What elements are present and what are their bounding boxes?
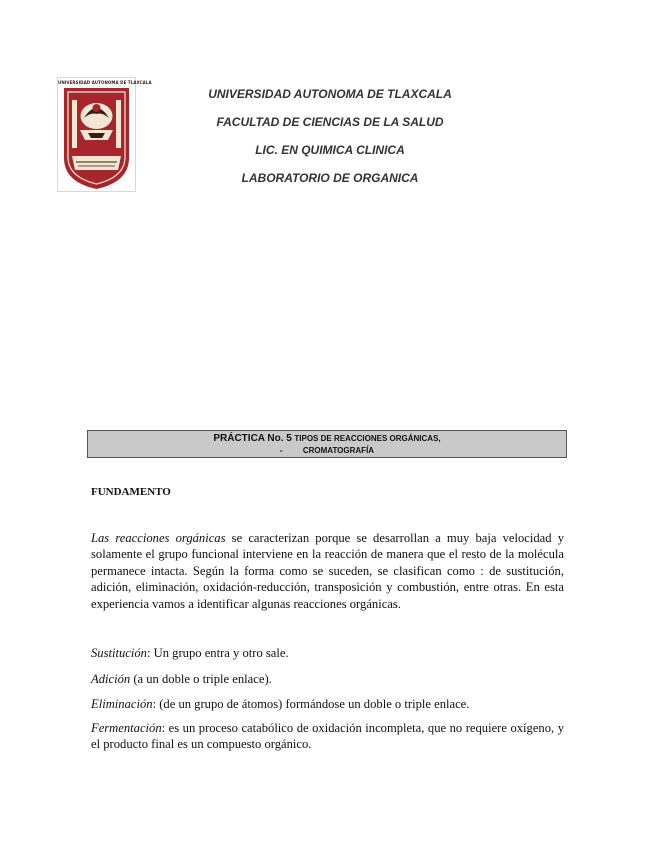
- definition-sustitucion: [91, 645, 564, 661]
- practice-subtitle: CROMATOGRAFÍA: [302, 446, 375, 455]
- definition-term: Sustitución: [91, 646, 147, 660]
- university-logo: [57, 77, 152, 192]
- definition-text: : Un grupo entra y otro sale.: [146, 646, 289, 660]
- section-heading: FUNDAMENTO: [91, 486, 171, 498]
- university-seal-icon: [58, 78, 152, 191]
- intro-term: Las reacciones orgánicas: [91, 531, 226, 545]
- definition-text: (a un doble o triple enlace).: [130, 672, 272, 686]
- practice-title-line: [88, 433, 566, 444]
- practice-subtitle-line: [88, 446, 566, 455]
- definition-adicion: [91, 671, 564, 687]
- definition-fermentacion: [91, 720, 564, 753]
- university-name: UNIVERSIDAD AUTONOMA DE TLAXCALA: [208, 87, 452, 101]
- intro-text: se caracterizan porque se desarrollan a muy baja velocidad y solamente el grupo funcional interviene en la reacción de manera que el resto de la molécula permanece intacta. Según la forma como se suceden, se clasifican como : de sustitución, adición, eliminación, oxidación-reducción, transposición y combustión, entre otras. En esta experiencia vamos a identificar algunas reacciones orgánicas.: [91, 531, 564, 611]
- program-name: LIC. EN QUIMICA CLINICA: [255, 143, 405, 157]
- practice-title-box: [87, 430, 567, 458]
- definition-term: Eliminación: [91, 697, 153, 711]
- definition-text: : (de un grupo de átomos) formándose un doble o triple enlace.: [152, 697, 470, 711]
- practice-title: TIPOS DE REACCIONES ORGÁNICAS,: [294, 434, 441, 443]
- definition-term: Fermentación: [91, 721, 162, 735]
- practice-number: PRÁCTICA No. 5: [213, 433, 292, 444]
- practice-dash: -: [279, 446, 283, 455]
- faculty-name: FACULTAD DE CIENCIAS DE LA SALUD: [216, 115, 444, 129]
- definition-eliminacion: [91, 696, 564, 712]
- lab-name: LABORATORIO DE ORGANICA: [241, 171, 419, 185]
- intro-paragraph: [91, 530, 564, 612]
- definition-term: Adición: [91, 672, 131, 686]
- definition-text: : es un proceso catabólico de oxidación incompleta, que no requiere oxígeno, y el producto final es un compuesto orgánico.: [91, 721, 564, 752]
- logo-top-text: UNIVERSIDAD AUTONOMA DE TLAXCALA: [58, 80, 152, 85]
